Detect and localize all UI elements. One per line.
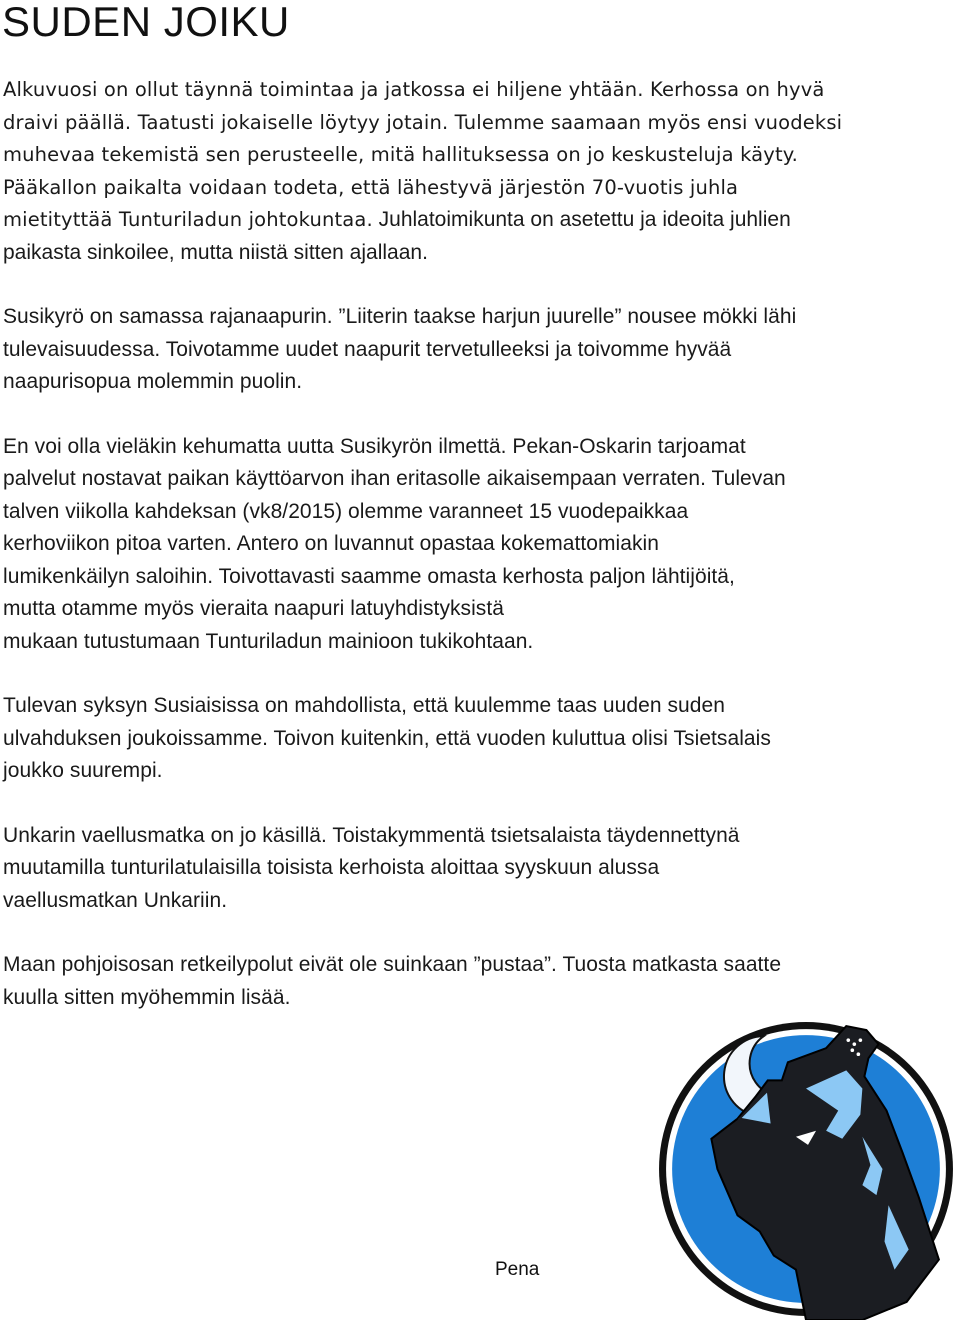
paragraph-closing: Maan pohjoisosan retkeilypolut eivät ole suinkaan ”pustaa”. Tuosta matkasta saatte kuulla sitten myöhemmin lisää. xyxy=(3,953,782,1009)
paragraph-intro-text: Alkuvuosi on ollut täynnä toimintaa ja jatkossa ei hiljene yhtään. Kerhossa on hyvä draivi päällä. Taatusti jokaiselle löytyy jotain. Tulemme saamaan myös ensi vuodeksi muhevaa tekemistä sen perusteelle, mitä hallituksessa on jo keskusteluja käyty. Pääkallon paikalta voidaan todeta, että lähestyvä järjestön 70-vuotis juhla mietityttää Tunturiladun johtokuntaa. xyxy=(3,78,843,231)
paragraph-susikyro: En voi olla vieläkin kehumatta uutta Susikyrön ilmettä. Pekan-Oskarin tarjoamat palvelut nostavat paikan käyttöarvon ihan eritasolle aikaisempaan verraten. Tulevan talven viikolla kahdeksan (vk8/2015) olemme varanneet 15 vuodepaikkaa kerhoviikon pitoa varten. Antero on luvannut opastaa kokemattomiakin lumikenkäilyn saloihin. Toivottavasti saamme omasta kerhosta paljon lähtijöitä, mutta otamme myös vieraita naapuri latuyhdistyksistä mukaan tutustumaan Tunturiladun mainioon tukikohtaan. xyxy=(3,434,786,653)
author-signature: Pena xyxy=(495,1259,540,1280)
paragraph-intro xyxy=(3,74,953,269)
paragraph-intro-tail: Juhlatoimikunta on asetettu ja ideoita juhlien paikasta sinkoilee, mutta niistä sitten ajallaan. xyxy=(3,208,791,264)
article-body xyxy=(3,74,953,1046)
paragraph-hungary-trip: Unkarin vaellusmatka on jo käsillä. Toistakymmentä tsietsalaista täydennettynä muutamilla tunturilatulaisilla toisista kerhoista aloittaa syyskuun alussa vaellusmatkan Unkariin. xyxy=(3,823,740,912)
howling-wolf-moon-icon xyxy=(655,1018,957,1320)
paragraph-susiaiset: Tulevan syksyn Susiaisissa on mahdollista, että kuulemme taas uuden suden ulvahduksen joukoissamme. Toivon kuitenkin, että vuoden kuluttua olisi Tsietsalais joukko suurempi. xyxy=(3,694,771,782)
paragraph-neighbours: Susikyrö on samassa rajanaapurin. ”Liiterin taakse harjun juurelle” nousee mökki lähi tulevaisuudessa. Toivotamme uudet naapurit tervetulleeksi ja toivomme hyvää naapurisopua molemmin puolin. xyxy=(3,305,797,393)
page-title: SUDEN JOIKU xyxy=(2,0,290,45)
